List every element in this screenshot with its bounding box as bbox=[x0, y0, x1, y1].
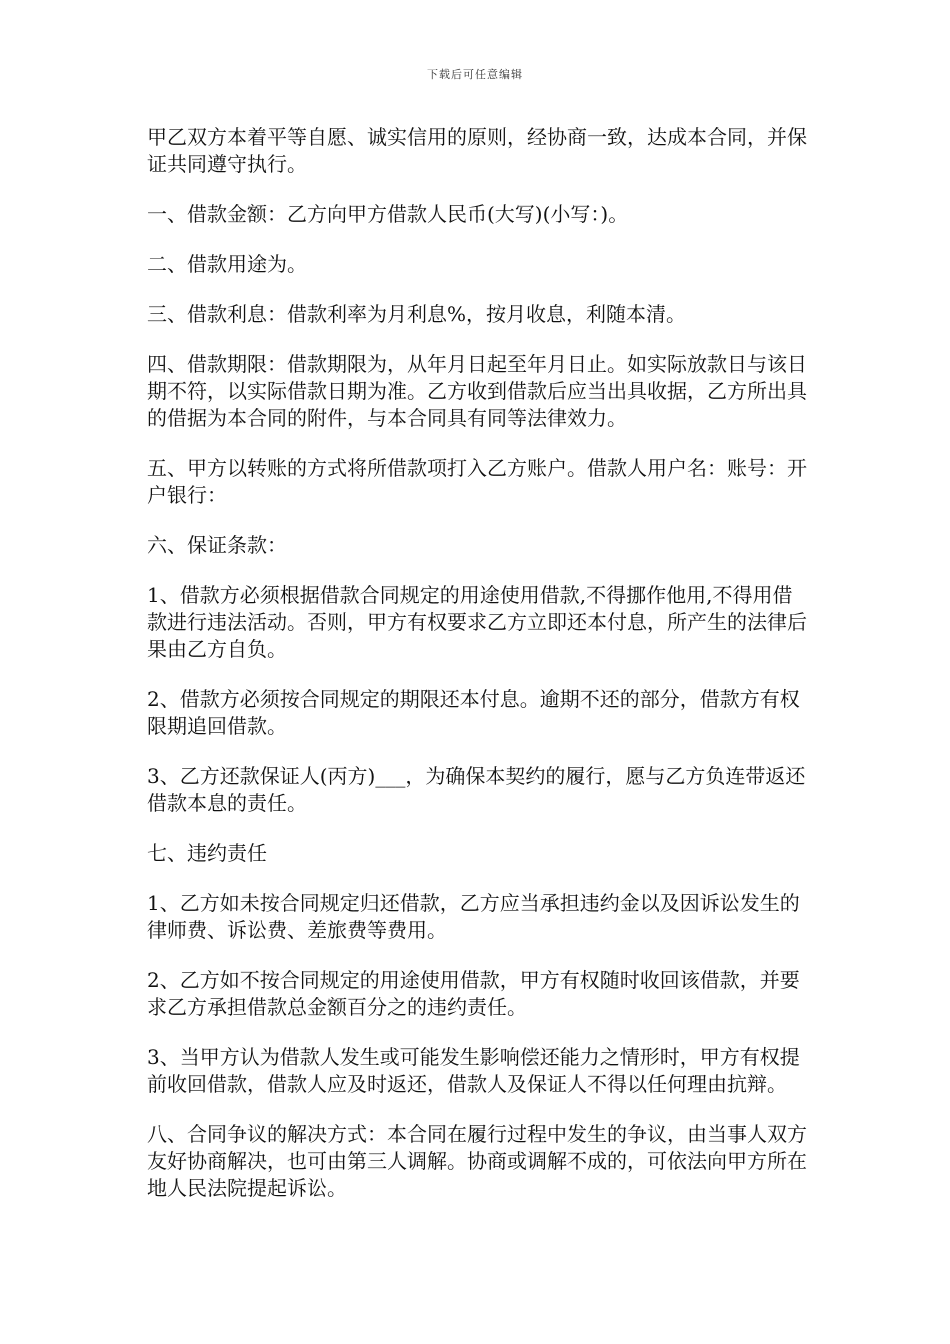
paragraph-guarantee-3: 3、乙方还款保证人(丙方)___，为确保本契约的履行，愿与乙方负连带返还借款本息的责任。 bbox=[147, 764, 806, 815]
paragraph-breach-heading: 七、违约责任 bbox=[147, 841, 267, 865]
paragraph-breach-3: 3、当甲方认为借款人发生或可能发生影响偿还能力之情形时，甲方有权提前收回借款，借款人应及时返还，借款人及保证人不得以任何理由抗辩。 bbox=[147, 1045, 800, 1096]
paragraph-loan-purpose: 二、借款用途为。 bbox=[147, 252, 307, 276]
paragraph-loan-term: 四、借款期限：借款期限为，从年月日起至年月日止。如实际放款日与该日期不符，以实际借款日期为准。乙方收到借款后应当出具收据，乙方所出具的借据为本合同的附件，与本合同具有同等法律效力。 bbox=[147, 352, 807, 430]
paragraph-dispute: 八、合同争议的解决方式：本合同在履行过程中发生的争议，由当事人双方友好协商解决，也可由第三人调解。协商或调解不成的，可依法向甲方所在地人民法院提起诉讼。 bbox=[147, 1122, 807, 1200]
paragraph-breach-2: 2、乙方如不按合同规定的用途使用借款，甲方有权随时收回该借款，并要求乙方承担借款总金额百分之的违约责任。 bbox=[147, 968, 800, 1019]
contract-body bbox=[147, 124, 807, 1225]
paragraph-breach-1: 1、乙方如未按合同规定归还借款，乙方应当承担违约金以及因诉讼发生的律师费、诉讼费、差旅费等费用。 bbox=[147, 891, 800, 942]
paragraph-guarantee-2: 2、借款方必须按合同规定的期限还本付息。逾期不还的部分，借款方有权限期追回借款。 bbox=[147, 687, 800, 738]
paragraph-guarantee-1: 1、借款方必须根据借款合同规定的用途使用借款,不得挪作他用,不得用借款进行违法活动。否则，甲方有权要求乙方立即还本付息，所产生的法律后果由乙方自负。 bbox=[147, 583, 807, 661]
paragraph-loan-interest: 三、借款利息：借款利率为月利息%，按月收息，利随本清。 bbox=[147, 302, 687, 326]
paragraph-loan-amount: 一、借款金额：乙方向甲方借款人民币(大写)(小写：)。 bbox=[147, 202, 629, 226]
paragraph-guarantee-heading: 六、保证条款： bbox=[147, 533, 287, 557]
paragraph-intro: 甲乙双方本着平等自愿、诚实信用的原则，经协商一致，达成本合同，并保证共同遵守执行。 bbox=[147, 125, 807, 176]
header-note: 下载后可任意编辑 bbox=[427, 68, 523, 81]
paragraph-transfer: 五、甲方以转账的方式将所借款项打入乙方账户。借款人用户名：账号：开户银行： bbox=[147, 456, 807, 507]
